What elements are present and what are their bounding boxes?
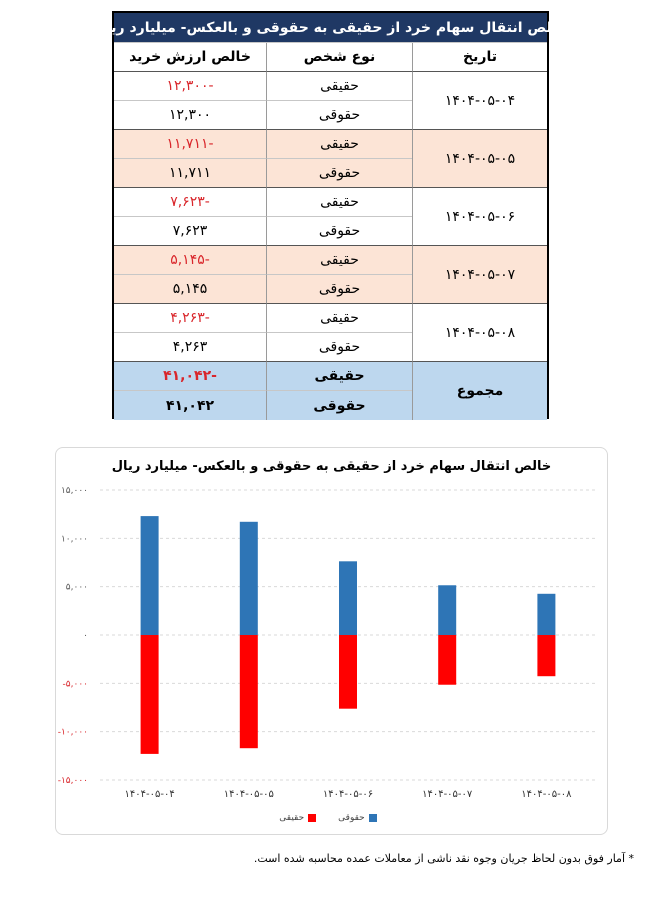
y-tick-label: -۱۰,۰۰۰ <box>57 727 88 738</box>
total-label: مجموع <box>412 362 547 420</box>
x-tick-label: ۱۴۰۴-۰۵-۰۵ <box>223 789 274 800</box>
value-cell: -۱۲,۳۰۰ <box>114 72 266 101</box>
y-tick-label: -۱۵,۰۰۰ <box>57 776 88 786</box>
legend-item <box>279 813 316 823</box>
type-cell: حقیقی <box>266 246 412 275</box>
value-cell: ۱۱,۷۱۱ <box>114 159 266 188</box>
total-type-cell: حقیقی <box>266 362 412 391</box>
header-person-type: نوع شخص <box>266 43 412 72</box>
y-tick-label: -۵,۰۰۰ <box>62 679 88 690</box>
value-cell: ۵,۱۴۵ <box>114 275 266 304</box>
type-cell: حقیقی <box>266 304 412 333</box>
chart-bar <box>537 594 555 635</box>
value-cell: -۱۱,۷۱۱ <box>114 130 266 159</box>
total-type-cell: حقوقی <box>266 391 412 420</box>
chart-bar <box>438 585 456 635</box>
legend-item <box>338 813 377 823</box>
value-cell: -۴,۲۶۳ <box>114 304 266 333</box>
footnote: * آمار فوق بدون لحاظ جریان وجوه نقد ناشی از معاملات عمده محاسبه شده است. <box>253 852 634 865</box>
x-tick-label: ۱۴۰۴-۰۵-۰۶ <box>322 789 374 800</box>
chart-bar <box>141 635 159 754</box>
value-cell: ۴,۲۶۳ <box>114 333 266 362</box>
legend-swatch <box>369 814 377 822</box>
chart-legend <box>0 813 656 823</box>
header-net-value: خالص ارزش خرید <box>114 43 266 72</box>
chart-bar <box>141 516 159 635</box>
type-cell: حقیقی <box>266 188 412 217</box>
chart-bar <box>537 635 555 676</box>
chart-bar <box>438 635 456 685</box>
chart-bar <box>339 635 357 709</box>
y-tick-label: ۰ <box>83 631 88 641</box>
y-tick-label: ۱۵,۰۰۰ <box>60 486 88 496</box>
x-tick-label: ۱۴۰۴-۰۵-۰۷ <box>422 789 473 800</box>
type-cell: حقوقی <box>266 101 412 130</box>
date-cell: ۱۴۰۴-۰۵-۰۶ <box>412 188 547 246</box>
y-tick-label: ۱۰,۰۰۰ <box>60 534 88 545</box>
legend-swatch <box>308 814 316 822</box>
total-value-cell: ۴۱,۰۴۲ <box>114 391 266 420</box>
legend-label: حقیقی <box>279 813 305 823</box>
x-tick-label: ۱۴۰۴-۰۵-۰۴ <box>124 789 175 800</box>
value-cell: -۷,۶۲۳ <box>114 188 266 217</box>
table-title: خالص انتقال سهام خرد از حقیقی به حقوقی و بالعکس- میلیارد ریال <box>114 13 547 43</box>
header-date: تاریخ <box>412 43 547 72</box>
type-cell: حقوقی <box>266 159 412 188</box>
date-cell: ۱۴۰۴-۰۵-۰۸ <box>412 304 547 362</box>
type-cell: حقوقی <box>266 275 412 304</box>
date-cell: ۱۴۰۴-۰۵-۰۵ <box>412 130 547 188</box>
x-tick-label: ۱۴۰۴-۰۵-۰۸ <box>521 789 572 800</box>
total-value-cell: -۴۱,۰۴۲ <box>114 362 266 391</box>
type-cell: حقوقی <box>266 333 412 362</box>
chart-bar <box>240 522 258 635</box>
chart-bar <box>240 635 258 748</box>
y-tick-label: ۵,۰۰۰ <box>65 582 88 593</box>
type-cell: حقیقی <box>266 130 412 159</box>
date-cell: ۱۴۰۴-۰۵-۰۷ <box>412 246 547 304</box>
type-cell: حقوقی <box>266 217 412 246</box>
chart-title: خالص انتقال سهام خرد از حقیقی به حقوقی و بالعکس- میلیارد ریال <box>111 459 552 474</box>
type-cell: حقیقی <box>266 72 412 101</box>
value-cell: -۵,۱۴۵ <box>114 246 266 275</box>
legend-label: حقوقی <box>338 813 365 823</box>
value-cell: ۷,۶۲۳ <box>114 217 266 246</box>
value-cell: ۱۲,۳۰۰ <box>114 101 266 130</box>
chart-bar <box>339 561 357 635</box>
date-cell: ۱۴۰۴-۰۵-۰۴ <box>412 72 547 130</box>
